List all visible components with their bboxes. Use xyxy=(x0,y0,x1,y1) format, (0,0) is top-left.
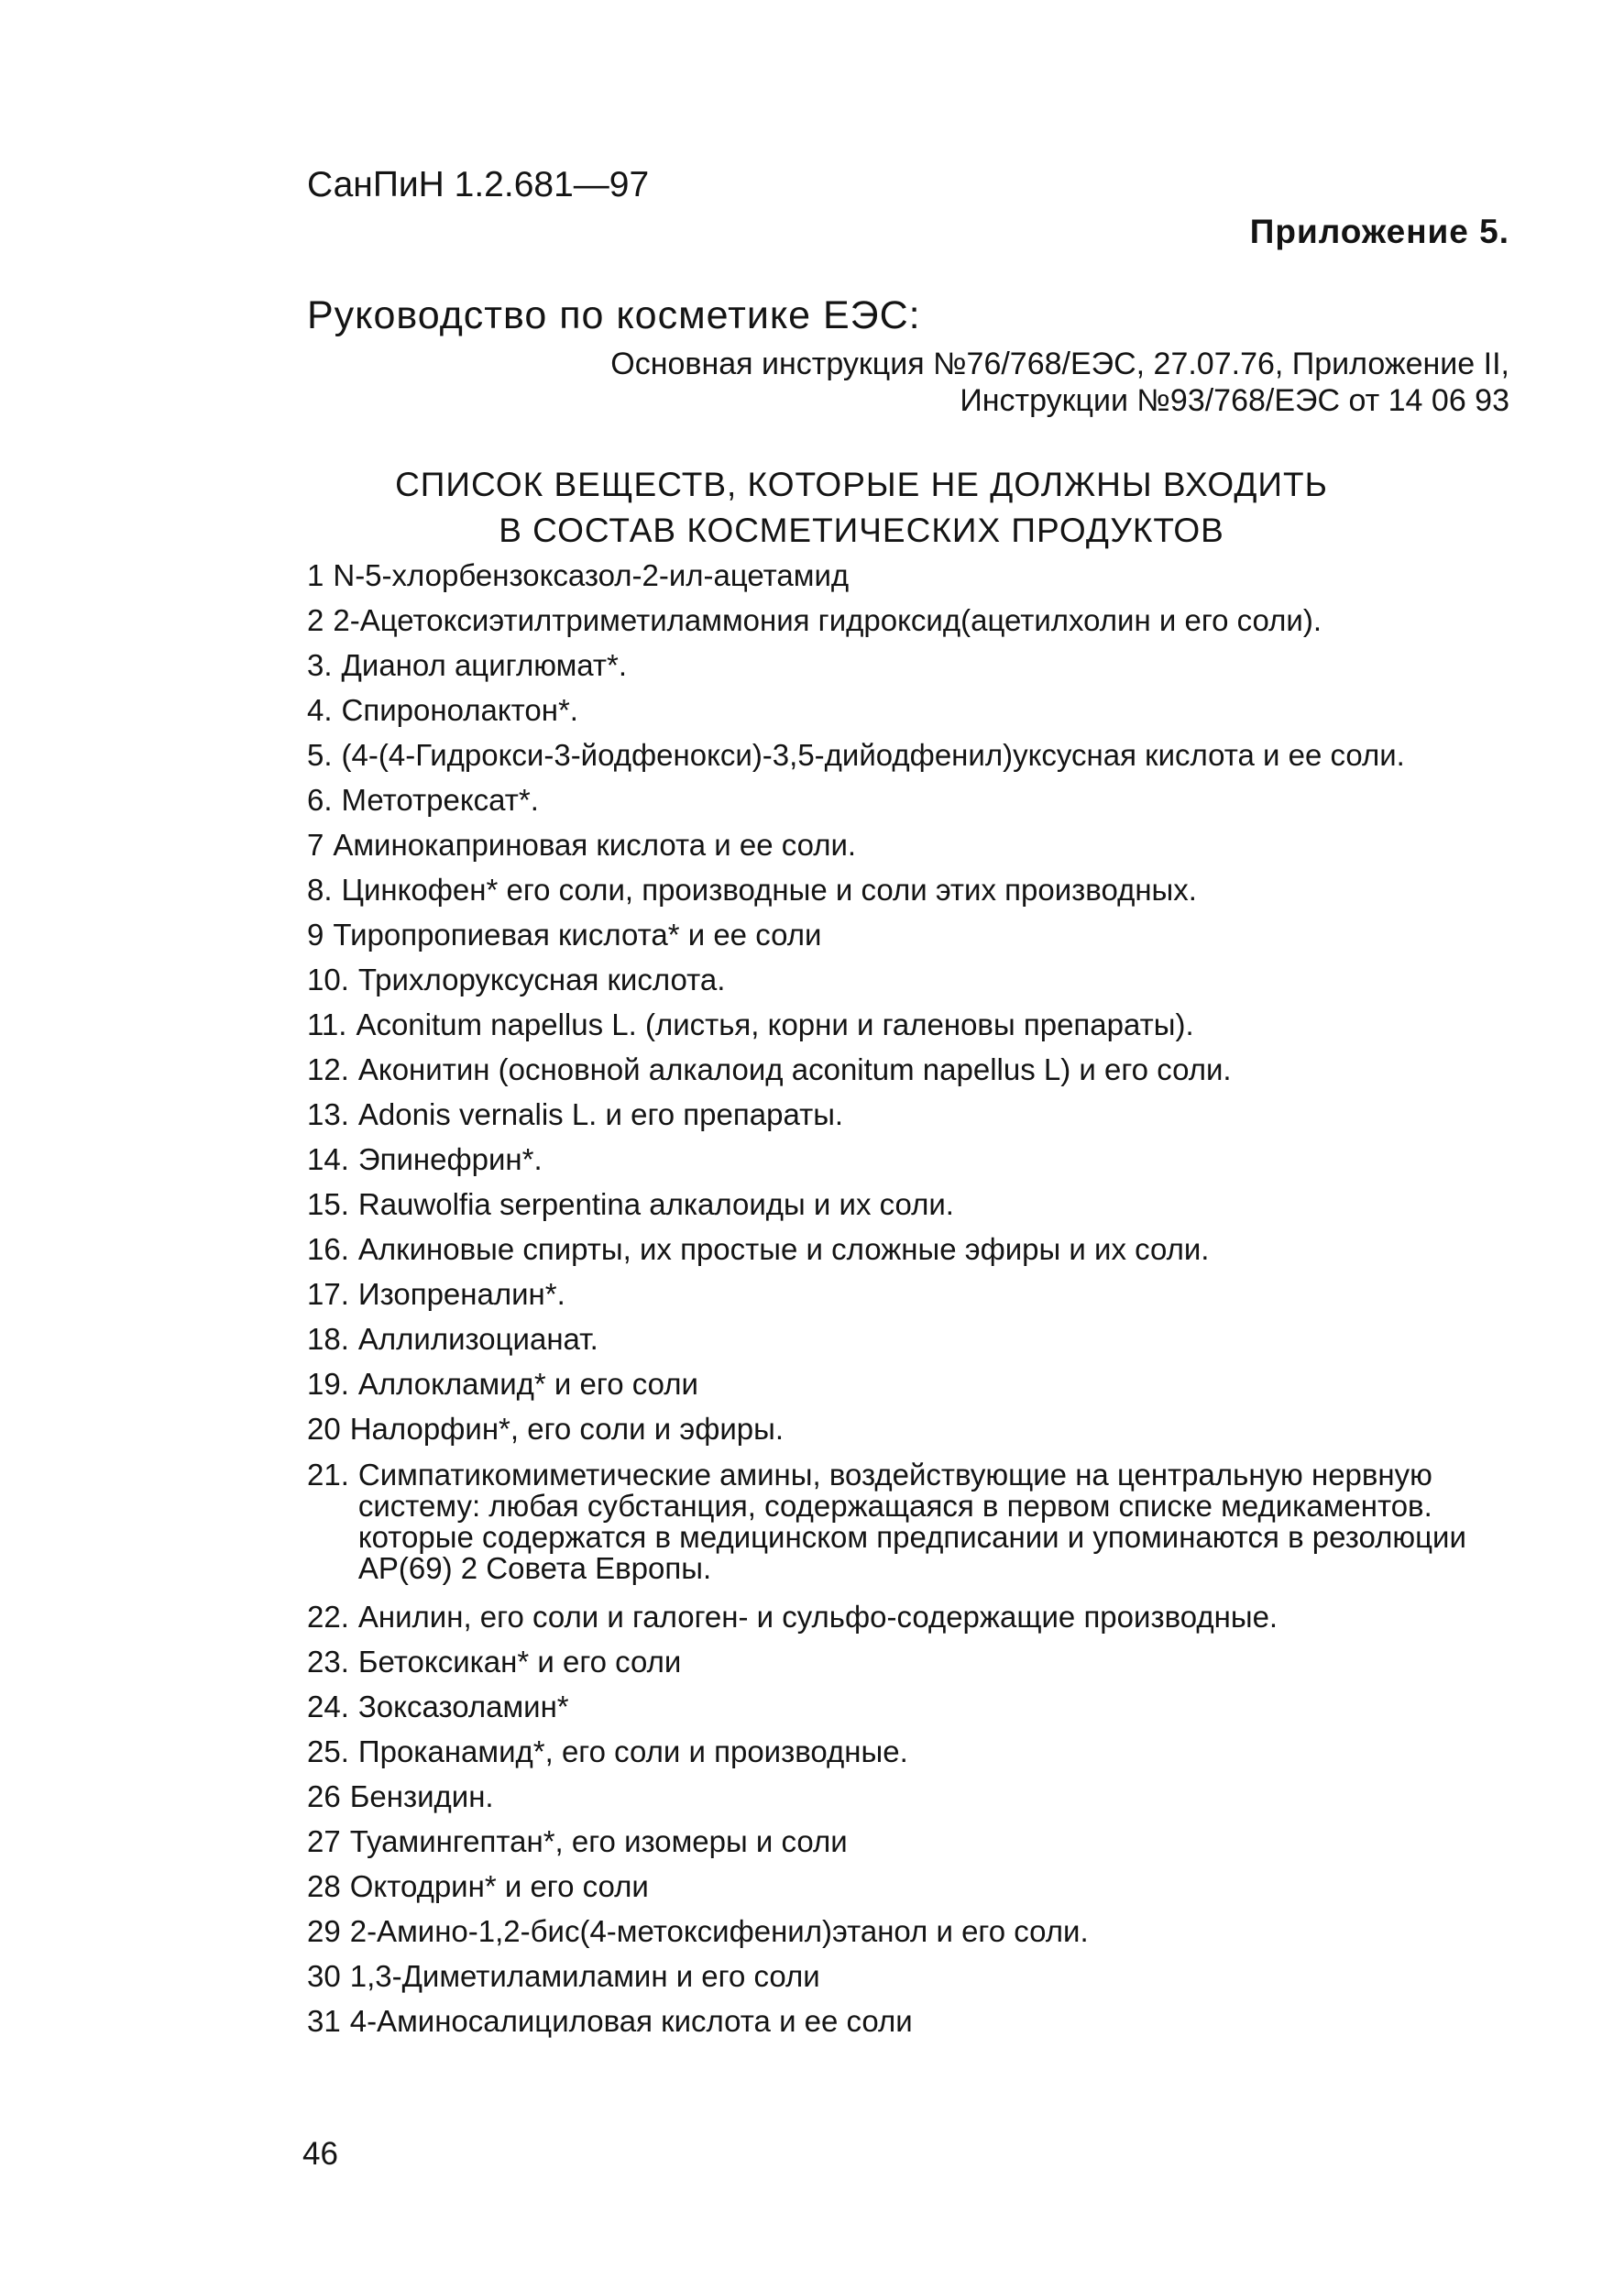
list-item xyxy=(307,1366,1517,1411)
item-number: 12. xyxy=(307,1052,349,1086)
list-item xyxy=(307,1276,1517,1321)
item-text: Adonis vernalis L. и его препараты. xyxy=(357,1097,844,1131)
instruction-line-1: Основная инструкция №76/768/ЕЭС, 27.07.76, Приложение II, xyxy=(610,347,1509,381)
item-number: 8. xyxy=(307,873,333,907)
page-number: 46 xyxy=(302,2136,338,2172)
item-number: 3. xyxy=(307,648,333,682)
list-item xyxy=(307,782,1517,827)
item-text: 4-Аминосалициловая кислота и ее соли xyxy=(349,2004,913,2038)
item-text: Октодрин* и его соли xyxy=(349,1869,649,1903)
item-text: Аллилизоцианат. xyxy=(357,1322,598,1356)
list-item xyxy=(307,1644,1517,1689)
item-text: Налорфин*, его соли и эфиры. xyxy=(349,1412,785,1446)
item-number: 22. xyxy=(307,1600,349,1634)
list-item xyxy=(307,917,1517,962)
item-number: 11. xyxy=(307,1007,347,1041)
list-item xyxy=(307,1823,1517,1868)
item-number: 16. xyxy=(307,1232,349,1266)
item-text: Спиронолактон*. xyxy=(341,693,578,727)
item-text: Бензидин. xyxy=(349,1779,494,1813)
item-text: Симпатикомиметические амины, воздействующие на центральную нервную систему: любая субстанция, содержащаяся в первом списке медикаментов. которые содержатся в медицинском предписании и упоминаются в резолюции АР(69) 2 Совета Европы. xyxy=(357,1458,1466,1585)
item-text: Трихлоруксусная кислота. xyxy=(357,963,726,996)
item-text: Алкиновые спирты, их простые и сложные эфиры и их соли. xyxy=(357,1232,1210,1266)
list-item xyxy=(307,1231,1517,1276)
item-number: 1 xyxy=(307,558,324,592)
list-item xyxy=(307,872,1517,917)
item-number: 10. xyxy=(307,963,349,996)
list-item xyxy=(307,962,1517,1007)
item-text: Аконитин (основной алкалоид aconitum napellus L) и его соли. xyxy=(357,1052,1232,1086)
item-number: 24. xyxy=(307,1690,349,1723)
instruction-line-2: Инструкции №93/768/ЕЭС от 14 06 93 xyxy=(960,383,1509,418)
item-number: 2 xyxy=(307,603,324,637)
item-number: 17. xyxy=(307,1277,349,1311)
list-item xyxy=(307,1007,1517,1051)
item-text: Аминокаприновая кислота и ее соли. xyxy=(333,828,857,862)
list-item xyxy=(307,737,1517,782)
item-text: Aconitum napellus L. (листья, корни и галеновы препараты). xyxy=(356,1007,1194,1041)
item-number: 30 xyxy=(307,1959,341,1993)
item-text: Метотрексат*. xyxy=(341,783,539,817)
item-number: 23. xyxy=(307,1645,349,1679)
guide-title: Руководство по косметике ЕЭС: xyxy=(307,293,921,337)
item-number: 28 xyxy=(307,1869,341,1903)
item-number: 29 xyxy=(307,1914,341,1948)
list-item xyxy=(307,647,1517,692)
item-number: 18. xyxy=(307,1322,349,1356)
list-item xyxy=(307,1459,1517,1599)
list-item xyxy=(307,1411,1517,1456)
item-number: 19. xyxy=(307,1367,349,1401)
list-item xyxy=(307,1778,1517,1823)
item-number: 20 xyxy=(307,1412,341,1446)
item-text: Аллокламид* и его соли xyxy=(357,1367,698,1401)
item-number: 27 xyxy=(307,1824,341,1858)
list-title-line-2: В СОСТАВ КОСМЕТИЧЕСКИХ ПРОДУКТОВ xyxy=(499,512,1224,549)
list-title-line-1: СПИСОК ВЕЩЕСТВ, КОТОРЫЕ НЕ ДОЛЖНЫ ВХОДИТЬ xyxy=(395,466,1328,503)
list-item xyxy=(307,1958,1517,2003)
list-item xyxy=(307,602,1517,647)
list-item xyxy=(307,692,1517,737)
list-item xyxy=(307,1321,1517,1366)
appendix-label: Приложение 5. xyxy=(1249,213,1509,250)
item-text: Дианол ациглюмат*. xyxy=(341,648,628,682)
item-text: (4-(4-Гидрокси-3-йодфенокси)-3,5-дийодфенил)уксусная кислота и ее соли. xyxy=(341,738,1405,772)
item-text: Проканамид*, его соли и производные. xyxy=(357,1734,908,1768)
item-number: 13. xyxy=(307,1097,349,1131)
list-item xyxy=(307,557,1517,602)
item-text: N-5-хлорбензоксазол-2-ил-ацетамид xyxy=(333,558,850,592)
list-item xyxy=(307,1913,1517,1958)
item-text: Цинкофен* его соли, производные и соли этих производных. xyxy=(341,873,1197,907)
list-item xyxy=(307,827,1517,872)
item-text: 2-Амино-1,2-бис(4-метоксифенил)этанол и его соли. xyxy=(349,1914,1089,1948)
document-code: СанПиН 1.2.681—97 xyxy=(307,165,650,204)
item-number: 9 xyxy=(307,918,324,952)
item-number: 21. xyxy=(307,1458,349,1492)
list-item xyxy=(307,1096,1517,1141)
item-number: 7 xyxy=(307,828,324,862)
list-item xyxy=(307,1689,1517,1734)
item-number: 5. xyxy=(307,738,333,772)
substance-list xyxy=(307,557,1517,2048)
list-item xyxy=(307,1734,1517,1778)
list-item xyxy=(307,1051,1517,1096)
list-item xyxy=(307,1599,1517,1644)
item-text: Изопреналин*. xyxy=(357,1277,565,1311)
item-number: 15. xyxy=(307,1187,349,1221)
list-item xyxy=(307,1868,1517,1913)
item-text: Туамингептан*, его изомеры и соли xyxy=(349,1824,848,1858)
item-text: 1,3-Диметиламиламин и его соли xyxy=(349,1959,820,1993)
item-number: 31 xyxy=(307,2004,341,2038)
item-text: Тиропропиевая кислота* и ее соли xyxy=(333,918,822,952)
item-number: 14. xyxy=(307,1142,349,1176)
item-text: Анилин, его соли и галоген- и сульфо-содержащие производные. xyxy=(357,1600,1278,1634)
item-number: 6. xyxy=(307,783,333,817)
item-text: Rauwolfia serpentina алкалоиды и их соли. xyxy=(357,1187,954,1221)
item-text: Эпинефрин*. xyxy=(357,1142,543,1176)
item-number: 26 xyxy=(307,1779,341,1813)
item-text: 2-Ацетоксиэтилтриметиламмония гидроксид(ацетилхолин и его соли). xyxy=(333,603,1322,637)
item-text: Бетоксикан* и его соли xyxy=(357,1645,682,1679)
list-item xyxy=(307,1186,1517,1231)
list-item xyxy=(307,1141,1517,1186)
item-number: 4. xyxy=(307,693,333,727)
list-item xyxy=(307,2003,1517,2048)
item-number: 25. xyxy=(307,1734,349,1768)
item-text: Зоксазоламин* xyxy=(357,1690,569,1723)
